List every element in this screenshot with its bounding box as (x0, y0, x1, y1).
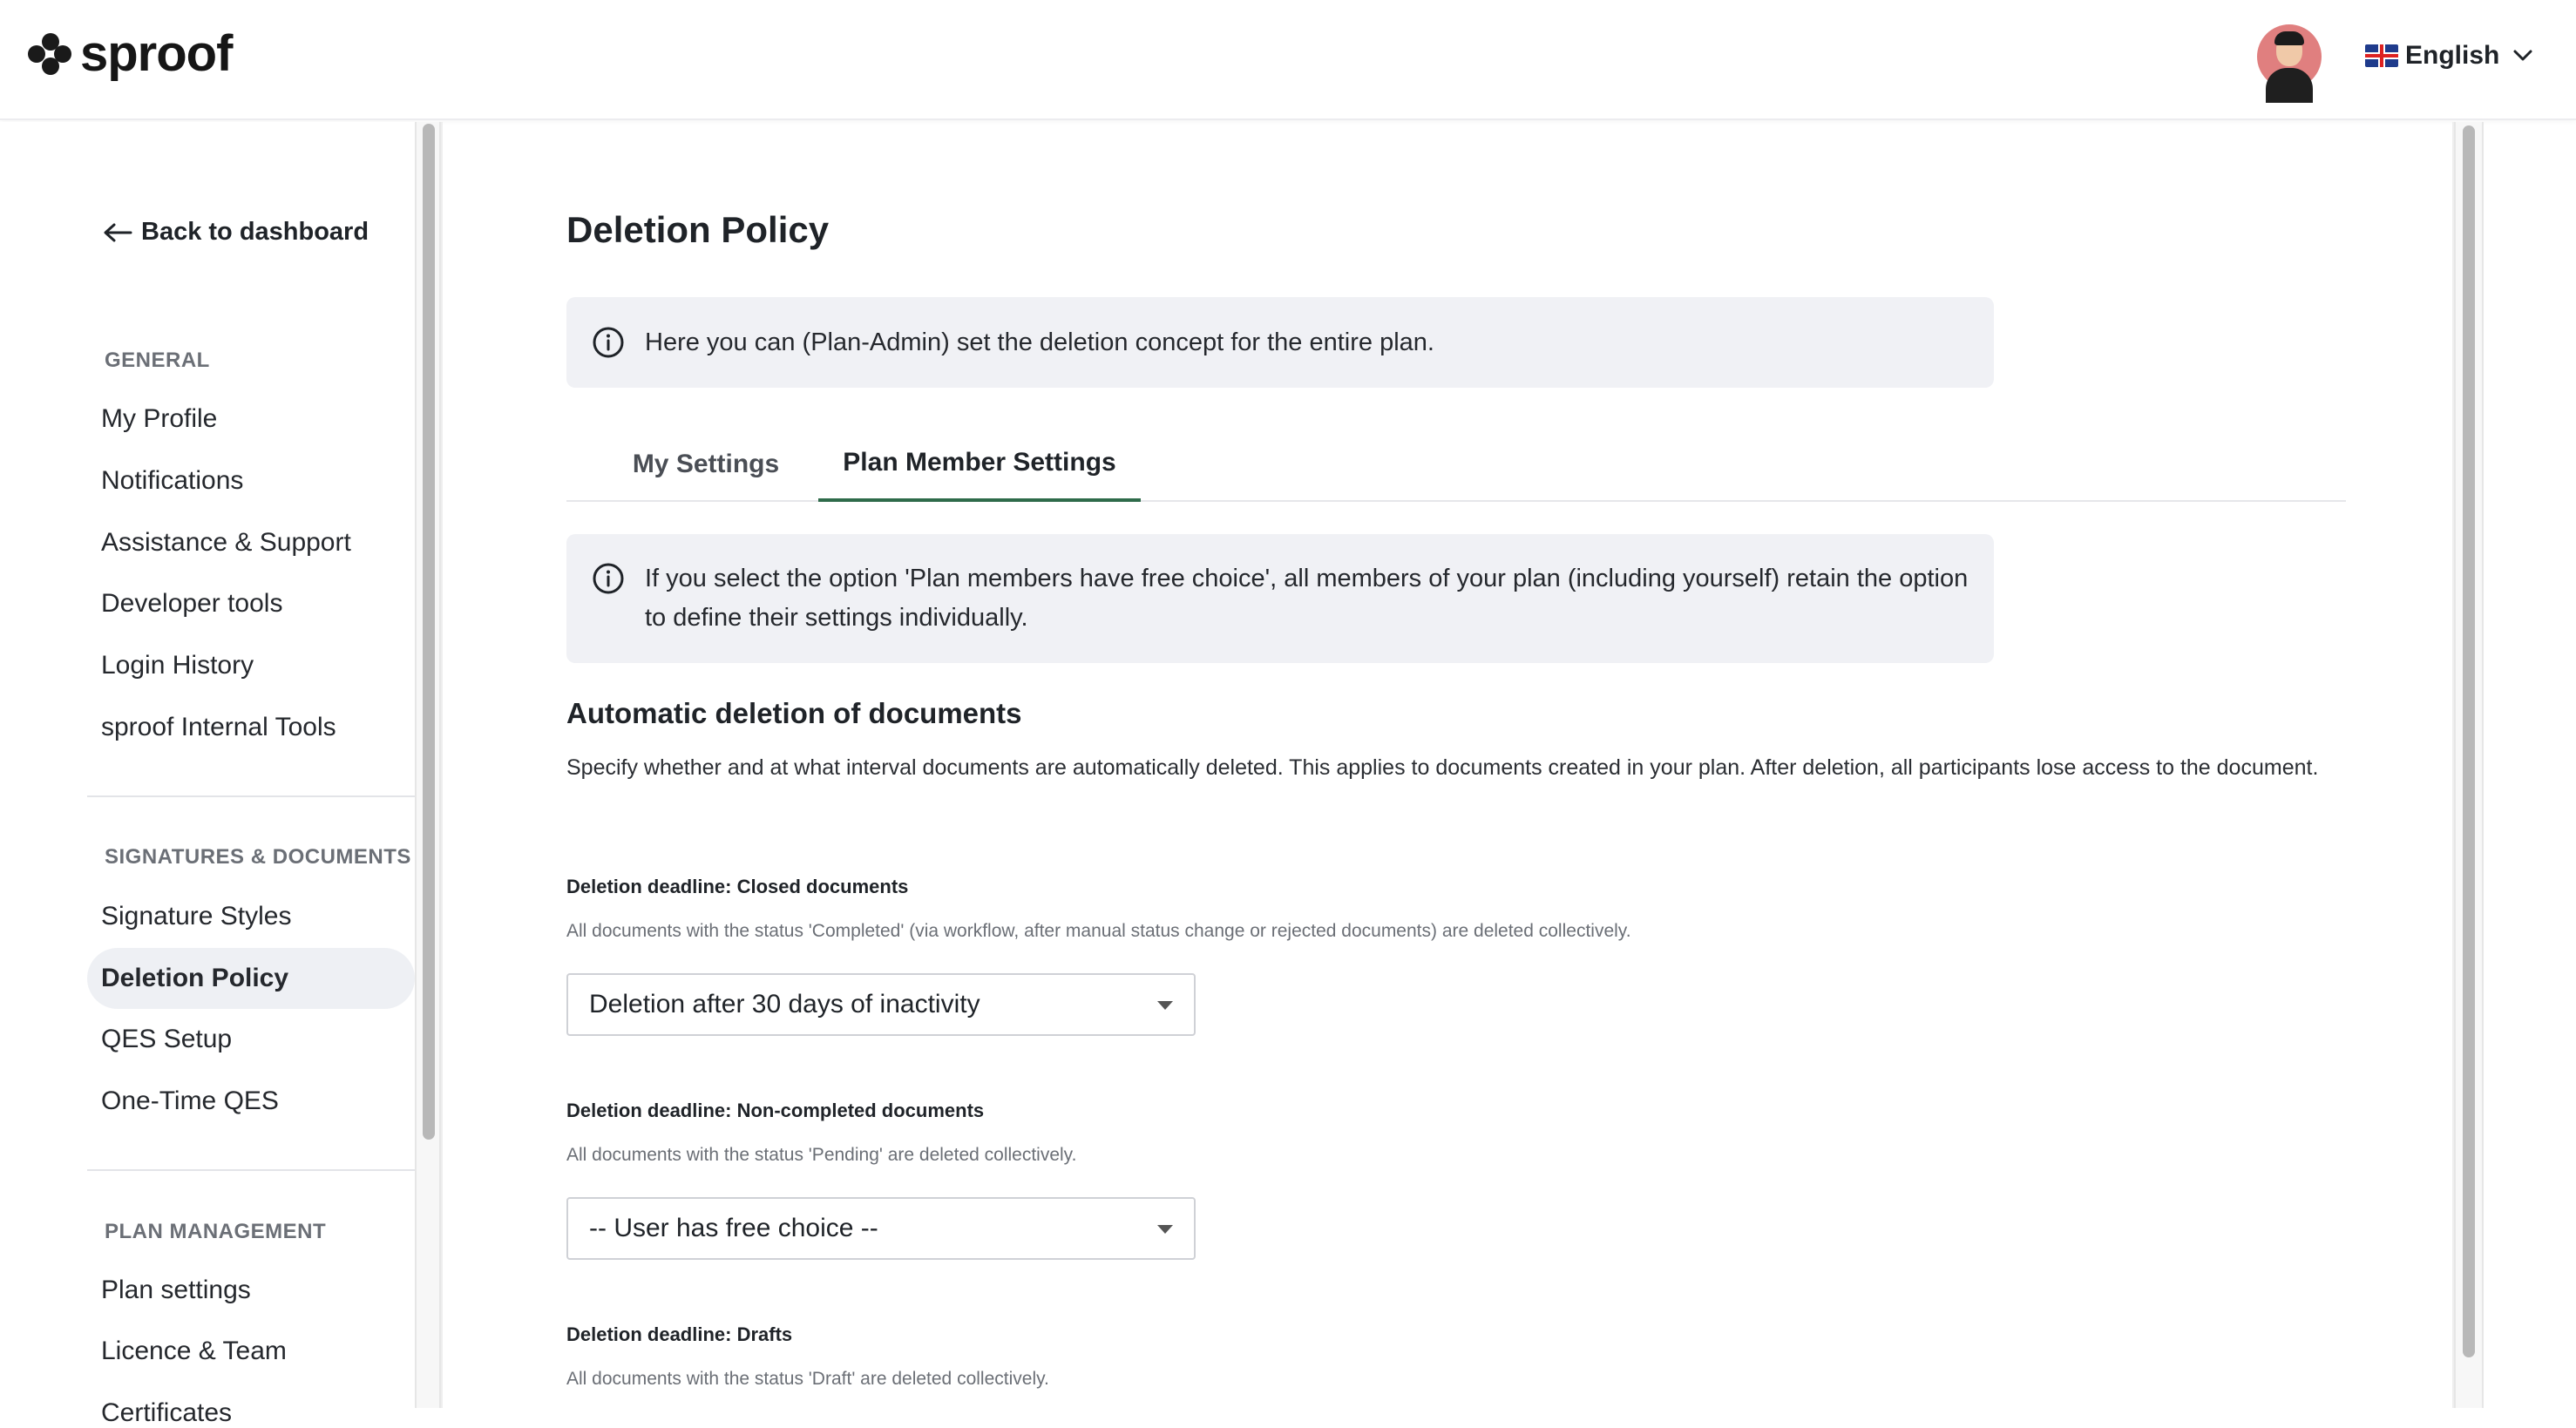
tab-plan-member-settings[interactable]: Plan Member Settings (818, 427, 1141, 502)
field-hint-closed: All documents with the status 'Completed' (via workflow, after manual status change or rejected documents) are deleted collectively. (566, 921, 1631, 941)
sidebar-item-licence-team[interactable]: Licence & Team (101, 1337, 287, 1365)
select-non-completed-documents[interactable] (566, 1197, 1196, 1260)
info-box-plan-admin (566, 297, 1994, 388)
select-value: -- User has free choice -- (589, 1214, 878, 1242)
language-selector[interactable] (2365, 38, 2532, 73)
info-icon (591, 561, 626, 596)
back-label: Back to dashboard (141, 218, 369, 246)
sidebar-item-login-history[interactable]: Login History (101, 651, 254, 680)
section-heading: Automatic deletion of documents (566, 697, 1022, 729)
field-label-non-completed: Deletion deadline: Non-completed documents (566, 1100, 985, 1121)
sidebar-item-certificates[interactable]: Certificates (101, 1398, 233, 1427)
tab-my-settings[interactable]: My Settings (632, 450, 780, 478)
logo-mark-icon (28, 31, 73, 77)
sidebar-divider (87, 795, 415, 797)
page-title: Deletion Policy (566, 209, 830, 250)
sidebar-item-internal-tools[interactable]: sproof Internal Tools (101, 713, 336, 741)
sidebar-item-assistance-support[interactable]: Assistance & Support (101, 528, 351, 557)
avatar[interactable] (2257, 24, 2322, 89)
sidebar-item-plan-settings[interactable]: Plan settings (101, 1276, 251, 1304)
logo-text: sproof (80, 25, 233, 82)
field-hint-non-completed: All documents with the status 'Pending' are deleted collectively. (566, 1145, 1077, 1165)
section-title-signatures: SIGNATURES & DOCUMENTS (105, 845, 411, 869)
uk-flag-icon (2365, 44, 2398, 67)
select-closed-documents[interactable] (566, 973, 1196, 1036)
sidebar-item-developer-tools[interactable]: Developer tools (101, 589, 283, 618)
sidebar-divider (87, 1169, 415, 1171)
field-label-closed: Deletion deadline: Closed documents (566, 876, 909, 897)
field-label-drafts: Deletion deadline: Drafts (566, 1323, 793, 1345)
sidebar-item-qes-setup[interactable]: QES Setup (101, 1025, 233, 1053)
chevron-down-icon (2513, 50, 2532, 62)
arrow-left-icon (103, 222, 132, 243)
sidebar-item-my-profile[interactable]: My Profile (101, 404, 218, 433)
sidebar-item-notifications[interactable]: Notifications (101, 466, 244, 495)
language-label: English (2405, 41, 2500, 70)
info-text: Here you can (Plan-Admin) set the deletion concept for the entire plan. (645, 328, 1434, 356)
content-border (441, 122, 443, 1408)
info-icon (591, 325, 626, 360)
back-to-dashboard-link[interactable] (103, 218, 369, 247)
caret-down-icon (1157, 1225, 1173, 1234)
section-title-plan-management: PLAN MANAGEMENT (105, 1220, 327, 1243)
sidebar-scrollbar-thumb[interactable] (423, 124, 435, 1140)
main-scrollbar-thumb[interactable] (2463, 125, 2475, 1357)
sidebar-item-signature-styles[interactable]: Signature Styles (101, 902, 292, 931)
info-box-free-choice (566, 534, 1994, 663)
tab-bar (566, 427, 2346, 502)
top-header (0, 0, 2576, 120)
info-text: If you select the option 'Plan members have free choice', all members of your plan (including yourself) retain the option to define their settings individually. (645, 565, 1969, 632)
sproof-logo[interactable] (28, 26, 232, 82)
section-description: Specify whether and at what interval documents are automatically deleted. This applies to documents created in your plan. After deletion, all participants lose access to the document. (566, 755, 2319, 780)
sidebar-item-one-time-qes[interactable]: One-Time QES (101, 1086, 279, 1115)
field-hint-drafts: All documents with the status 'Draft' are deleted collectively. (566, 1369, 1049, 1389)
caret-down-icon (1157, 1001, 1173, 1010)
section-title-general: GENERAL (105, 349, 210, 372)
sidebar-item-deletion-policy[interactable]: Deletion Policy (87, 948, 415, 1009)
select-value: Deletion after 30 days of inactivity (589, 990, 980, 1019)
